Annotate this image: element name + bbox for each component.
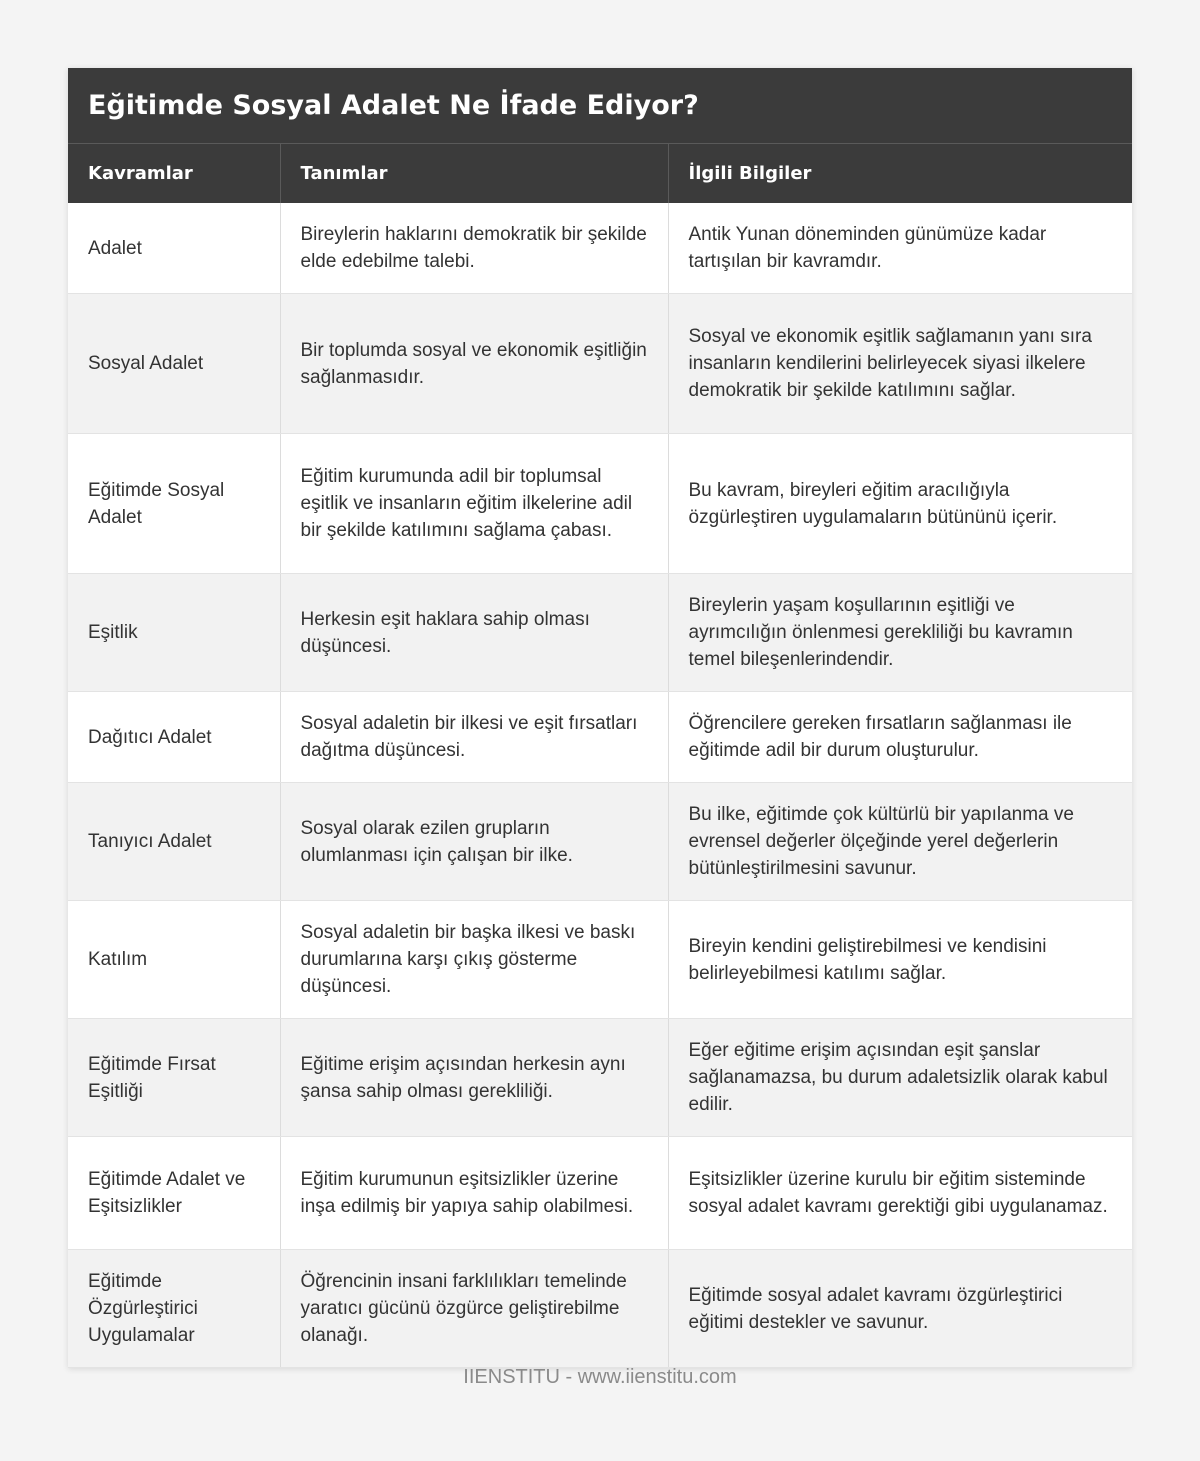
- cell-kavram: Sosyal Adalet: [68, 294, 280, 434]
- cell-tanim: Sosyal adaletin bir ilkesi ve eşit fırsatları dağıtma düşüncesi.: [280, 692, 668, 783]
- cell-tanim: Eğitim kurumunun eşitsizlikler üzerine inşa edilmiş bir yapıya sahip olabilmesi.: [280, 1137, 668, 1250]
- cell-tanim: Bir toplumda sosyal ve ekonomik eşitliğin sağlanmasıdır.: [280, 294, 668, 434]
- cell-tanim: Bireylerin haklarını demokratik bir şekilde elde edebilme talebi.: [280, 203, 668, 294]
- cell-kavram: Eğitimde Fırsat Eşitliği: [68, 1019, 280, 1137]
- cell-bilgi: Bireylerin yaşam koşullarının eşitliği ve ayrımcılığın önlenmesi gerekliliği bu kavramın temel bileşenlerindendir.: [668, 574, 1132, 692]
- table-row: [68, 574, 1132, 692]
- cell-kavram: Eğitimde Sosyal Adalet: [68, 434, 280, 574]
- cell-kavram: Tanıyıcı Adalet: [68, 783, 280, 901]
- cell-kavram: Dağıtıcı Adalet: [68, 692, 280, 783]
- cell-tanim: Sosyal adaletin bir başka ilkesi ve baskı durumlarına karşı çıkış gösterme düşüncesi.: [280, 901, 668, 1019]
- table-row: [68, 1250, 1132, 1368]
- table-row: [68, 692, 1132, 783]
- table-row: [68, 901, 1132, 1019]
- cell-kavram: Eşitlik: [68, 574, 280, 692]
- cell-bilgi: Bireyin kendini geliştirebilmesi ve kendisini belirleyebilmesi katılımı sağlar.: [668, 901, 1132, 1019]
- cell-kavram: Katılım: [68, 901, 280, 1019]
- cell-bilgi: Eğitimde sosyal adalet kavramı özgürleştirici eğitimi destekler ve savunur.: [668, 1250, 1132, 1368]
- cell-bilgi: Bu ilke, eğitimde çok kültürlü bir yapılanma ve evrensel değerler ölçeğinde yerel değerlerin bütünleştirilmesini savunur.: [668, 783, 1132, 901]
- cell-bilgi: Bu kavram, bireyleri eğitim aracılığıyla özgürleştiren uygulamaların bütününü içerir.: [668, 434, 1132, 574]
- table-row: [68, 1019, 1132, 1137]
- cell-tanim: Sosyal olarak ezilen grupların olumlanması için çalışan bir ilke.: [280, 783, 668, 901]
- footer-credit: IIENSTITU - www.iienstitu.com: [463, 1366, 737, 1388]
- table-row: [68, 1137, 1132, 1250]
- table-row: [68, 434, 1132, 574]
- title-bar: [68, 68, 1132, 144]
- table-header-row: [68, 144, 1132, 203]
- cell-kavram: Eğitimde Özgürleştirici Uygulamalar: [68, 1250, 280, 1368]
- page-title: Eğitimde Sosyal Adalet Ne İfade Ediyor?: [88, 90, 699, 121]
- cell-kavram: Eğitimde Adalet ve Eşitsizlikler: [68, 1137, 280, 1250]
- cell-bilgi: Antik Yunan döneminden günümüze kadar tartışılan bir kavramdır.: [668, 203, 1132, 294]
- cell-tanim: Eğitim kurumunda adil bir toplumsal eşitlik ve insanların eğitim ilkelerine adil bir şekilde katılımını sağlama çabası.: [280, 434, 668, 574]
- column-header-tanimlar: Tanımlar: [280, 144, 668, 203]
- cell-bilgi: Eşitsizlikler üzerine kurulu bir eğitim sisteminde sosyal adalet kavramı gerektiği gibi uygulanamaz.: [668, 1137, 1132, 1250]
- table-row: [68, 783, 1132, 901]
- column-header-ilgili-bilgiler: İlgili Bilgiler: [668, 144, 1132, 203]
- cell-tanim: Herkesin eşit haklara sahip olması düşüncesi.: [280, 574, 668, 692]
- cell-kavram: Adalet: [68, 203, 280, 294]
- cell-bilgi: Sosyal ve ekonomik eşitlik sağlamanın yanı sıra insanların kendilerini belirleyecek siyasi ilkelere demokratik bir şekilde katılımını sağlar.: [668, 294, 1132, 434]
- concepts-table: [68, 144, 1132, 1368]
- cell-bilgi: Öğrencilere gereken fırsatların sağlanması ile eğitimde adil bir durum oluşturulur.: [668, 692, 1132, 783]
- cell-tanim: Öğrencinin insani farklılıkları temelinde yaratıcı gücünü özgürce geliştirebilme olanağı.: [280, 1250, 668, 1368]
- cell-tanim: Eğitime erişim açısından herkesin aynı şansa sahip olması gerekliliği.: [280, 1019, 668, 1137]
- table-row: [68, 203, 1132, 294]
- table-row: [68, 294, 1132, 434]
- cell-bilgi: Eğer eğitime erişim açısından eşit şanslar sağlanamazsa, bu durum adaletsizlik olarak kabul edilir.: [668, 1019, 1132, 1137]
- column-header-kavramlar: Kavramlar: [68, 144, 280, 203]
- table-card: [68, 68, 1132, 1368]
